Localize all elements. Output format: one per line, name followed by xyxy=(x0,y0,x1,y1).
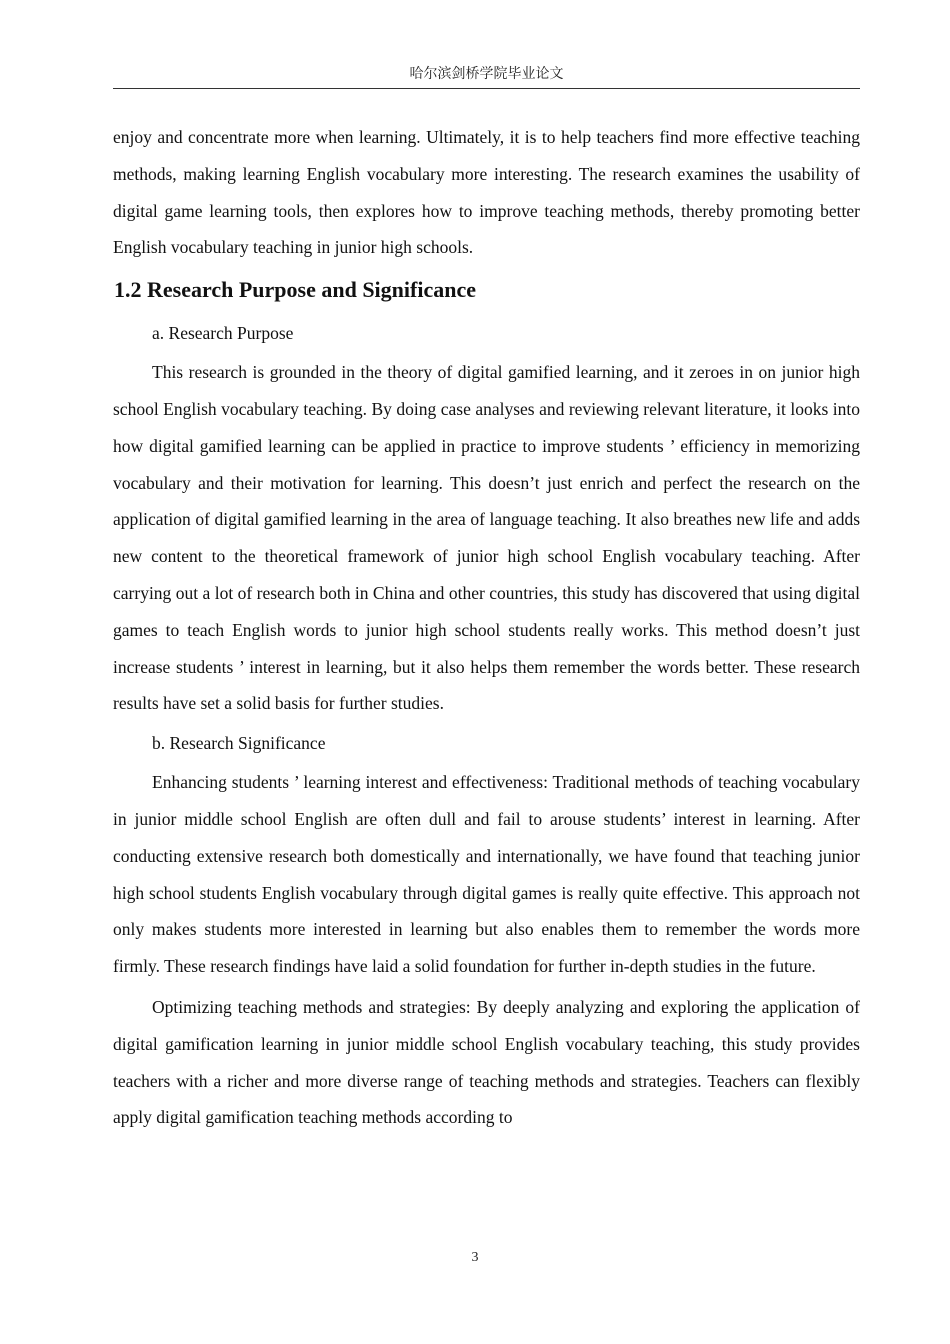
subsection-heading-purpose: a. Research Purpose xyxy=(152,323,294,344)
header-title: 哈尔滨剑桥学院毕业论文 xyxy=(409,67,564,82)
purpose-paragraph: This research is grounded in the theory of digital gamified learning, and it zeroes in on junior high school English vocabulary teaching. By doing case analyses and reviewing relevant literature, it looks into how digital gamified learning can be applied in practice to improve students ’ efficiency in memorizing vocabulary and their motivation for learning. This doesn’t just enrich and perfect the research on the application of digital gamified learning in the area of language teaching. It also breathes new life and adds new content to the theoretical framework of junior high school English vocabulary teaching. After carrying out a lot of research both in China and other countries, this study has discovered that using digital games to teach English words to junior high school students really works. This method doesn’t just increase students ’ interest in learning, but it also helps them remember the words better. These research results have set a solid basis for further studies. xyxy=(113,362,860,714)
significance-paragraph-1: Enhancing students ’ learning interest and effectiveness: Traditional methods of teaching vocabulary in junior middle school English are often dull and fail to arouse students’ interest in learning. After conducting extensive research both domestically and internationally, we have found that teaching junior high school students English vocabulary through digital games is really quite effective. This approach not only makes students more interested in learning but also enables them to remember the words more firmly. These research findings have laid a solid foundation for further in-depth studies in the future. xyxy=(113,772,860,977)
subsection-heading-significance: b. Research Significance xyxy=(152,733,326,754)
significance-paragraph-2: Optimizing teaching methods and strategies: By deeply analyzing and exploring the application of digital gamification learning in junior middle school English vocabulary teaching, this study provides teachers with a richer and more diverse range of teaching methods and strategies. Teachers can flexibly apply digital gamification teaching methods according to xyxy=(113,996,860,1128)
section-heading: 1.2 Research Purpose and Significance xyxy=(114,277,476,303)
document-body xyxy=(113,119,860,1136)
page-number: 3 xyxy=(471,1250,479,1265)
page-header xyxy=(113,64,860,89)
intro-paragraph: enjoy and concentrate more when learning. Ultimately, it is to help teachers find more effective teaching methods, making learning English vocabulary more interesting. The research examines the usability of digital game learning tools, then explores how to improve teaching methods, thereby promoting better English vocabulary teaching in junior high schools. xyxy=(113,127,860,258)
